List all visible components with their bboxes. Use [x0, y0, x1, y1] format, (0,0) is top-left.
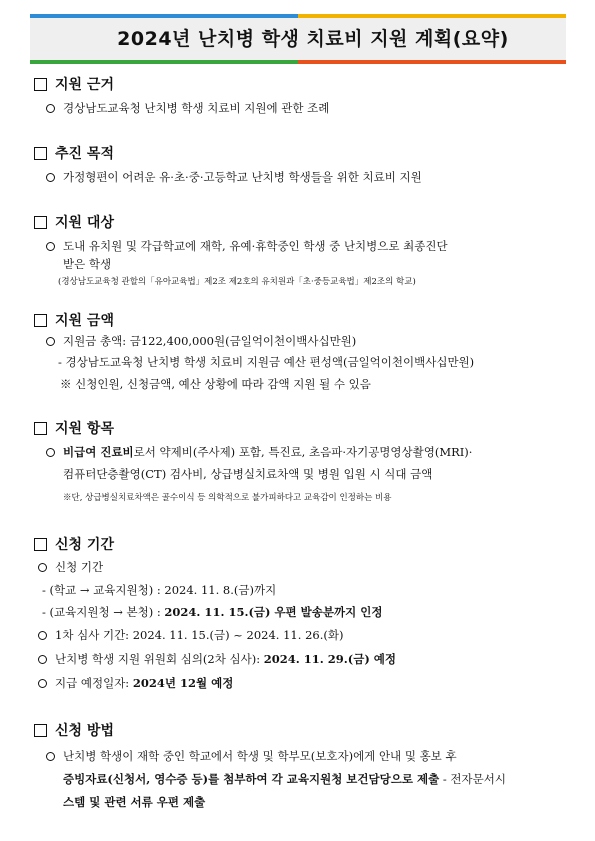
circle-bullet-icon: [46, 242, 55, 251]
checkbox-square-icon: [34, 314, 47, 327]
section-heading: 지원 금액: [55, 313, 114, 329]
list-item: 난치병 학생 지원 위원회 심의(2차 심사): 2024. 11. 29.(금) 예정: [38, 651, 396, 667]
checkbox-square-icon: [34, 538, 47, 551]
section-heading: 지원 근거: [55, 77, 114, 93]
section-heading: 신청 기간: [55, 537, 114, 553]
title-bar-green: [30, 60, 298, 64]
list-item: 경상남도교육청 난치병 학생 치료비 지원에 관한 조례: [46, 100, 329, 116]
circle-bullet-icon: [46, 337, 55, 346]
checkbox-square-icon: [34, 78, 47, 91]
sub-item: - (학교 → 교육지원청) : 2024. 11. 8.(금)까지: [42, 583, 277, 597]
note: (경상남도교육청 관할의「유아교육법」제2조 제2호의 유치원과「초·중등교육법」제2조의 학교): [58, 277, 416, 287]
list-item: 가정형편이 어려운 유·초·중·고등학교 난치병 학생들을 위한 치료비 지원: [46, 169, 422, 185]
list-item-continuation: 스템 및 관련 서류 우편 제출: [63, 795, 206, 809]
circle-bullet-icon: [46, 448, 55, 457]
circle-bullet-icon: [38, 563, 47, 572]
list-item-continuation: 받은 학생: [63, 257, 112, 271]
section-amount: [34, 310, 114, 330]
list-item: 비급여 진료비로서 약제비(주사제) 포함, 특진료, 초음파·자기공명영상촬영(MRI)·: [46, 444, 472, 460]
checkbox-square-icon: [34, 147, 47, 160]
page-title: 2024년 난치병 학생 치료비 지원 계획(요약): [117, 28, 509, 50]
title-banner: [30, 14, 566, 64]
list-item: 도내 유치원 및 각급학교에 재학, 유예·휴학중인 학생 중 난치병으로 최종진단: [46, 238, 448, 254]
section-heading: 신청 방법: [55, 723, 114, 739]
circle-bullet-icon: [38, 631, 47, 640]
checkbox-square-icon: [34, 724, 47, 737]
list-item: 지원금 총액: 금122,400,000원(금일억이천이백사십만원): [46, 333, 356, 349]
sub-item: - 경상남도교육청 난치병 학생 치료비 지원금 예산 편성액(금일억이천이백사십만원): [58, 355, 475, 369]
section-heading: 지원 대상: [55, 215, 114, 231]
checkbox-square-icon: [34, 216, 47, 229]
section-heading: 지원 항목: [55, 421, 114, 437]
section-method: [34, 720, 114, 740]
section-items: [34, 418, 114, 438]
section-period: [34, 534, 114, 554]
section-basis: [34, 74, 114, 94]
circle-bullet-icon: [46, 173, 55, 182]
list-item: 지급 예정일자: 2024년 12월 예정: [38, 675, 233, 691]
list-item: 신청 기간: [38, 559, 103, 575]
section-heading: 추진 목적: [55, 146, 114, 162]
circle-bullet-icon: [38, 679, 47, 688]
title-bar-red: [298, 60, 566, 64]
section-target: [34, 212, 114, 232]
checkbox-square-icon: [34, 422, 47, 435]
list-item-continuation: 증빙자료(신청서, 영수증 등)를 첨부하여 각 교육지원청 보건담당으로 제출 - 전자문서시: [63, 772, 506, 786]
sub-item: - (교육지원청 → 본청) : 2024. 11. 15.(금) 우편 발송분까지 인정: [42, 605, 383, 619]
circle-bullet-icon: [46, 104, 55, 113]
circle-bullet-icon: [38, 655, 47, 664]
list-item: 1차 심사 기간: 2024. 11. 15.(금) ~ 2024. 11. 26.(화): [38, 627, 343, 643]
section-purpose: [34, 143, 114, 163]
list-item: 난치병 학생이 재학 중인 학교에서 학생 및 학부모(보호자)에게 안내 및 홍보 후: [46, 748, 457, 764]
note: ※ 신청인원, 신청금액, 예산 상황에 따라 감액 지원 될 수 있음: [60, 377, 371, 391]
list-item-continuation: 컴퓨터단층촬영(CT) 검사비, 상급병실치료차액 및 병원 입원 시 식대 금액: [63, 467, 433, 481]
circle-bullet-icon: [46, 752, 55, 761]
note: ※단, 상급병실치료차액은 골수이식 등 의학적으로 불가피하다고 교육감이 인정하는 비용: [63, 493, 392, 503]
